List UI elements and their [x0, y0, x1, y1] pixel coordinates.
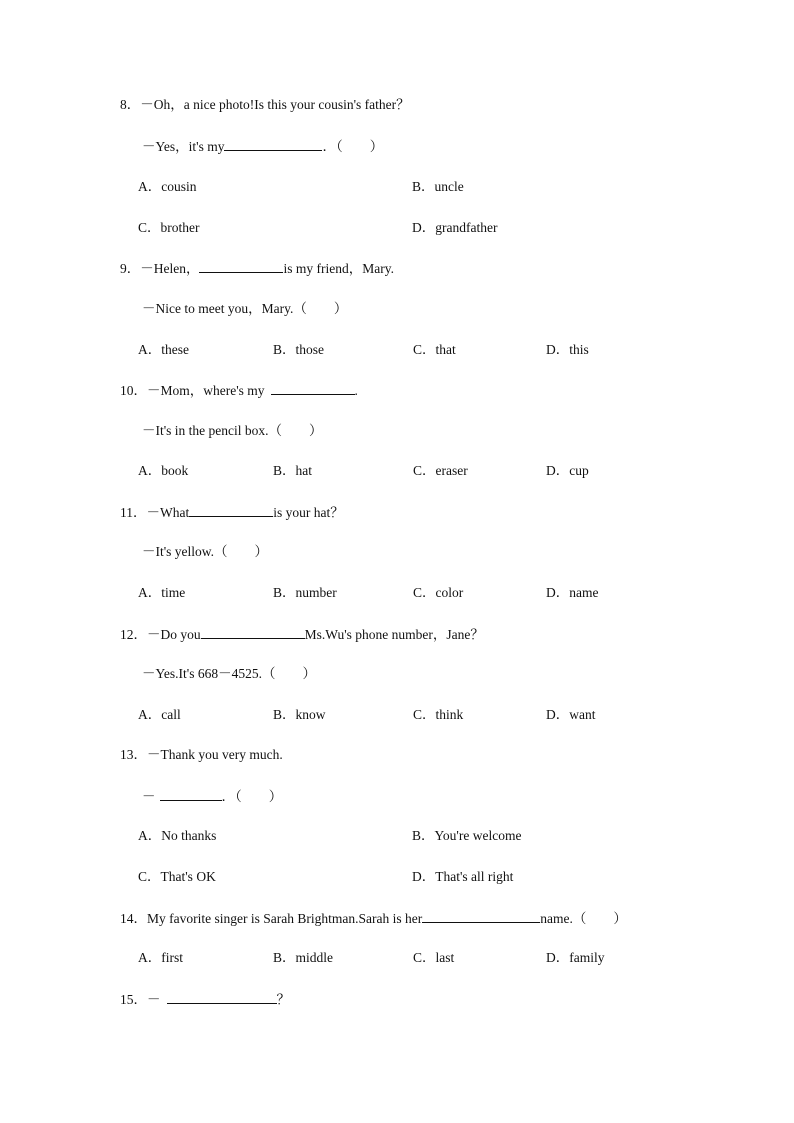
option-a[interactable]: A．book	[138, 463, 189, 478]
prompt-text: －Do you	[147, 627, 201, 642]
prompt-text-after: ？	[276, 992, 290, 1007]
answer-blank[interactable]	[167, 991, 277, 1004]
option-d[interactable]: D．this	[546, 342, 589, 357]
reply-text: －Yes，it's my	[142, 139, 225, 154]
prompt-text-after: is your hat？	[273, 505, 344, 520]
prompt-text: My favorite singer is Sarah Brightman.Sarah is her	[147, 911, 423, 926]
reply-text: －Yes.It's 668－4525.（ ）	[142, 666, 316, 681]
reply-text-after: ．（ ）	[221, 789, 283, 804]
option-b[interactable]: B．middle	[273, 950, 334, 965]
option-c[interactable]: C．That's OK	[138, 869, 216, 884]
answer-blank[interactable]	[201, 626, 305, 639]
answer-blank[interactable]	[422, 910, 540, 923]
prompt-text-after: .	[354, 383, 358, 398]
option-a[interactable]: A．time	[138, 585, 186, 600]
option-d[interactable]: D．That's all right	[412, 869, 514, 884]
prompt-text: －Thank you very much.	[147, 747, 283, 762]
option-a[interactable]: A．call	[138, 707, 181, 722]
question-10-reply	[142, 423, 323, 439]
question-11-reply	[142, 544, 268, 560]
reply-text: －It's in the pencil box.（ ）	[142, 423, 323, 438]
question-10-prompt	[120, 382, 358, 399]
option-b[interactable]: B．hat	[273, 463, 313, 478]
prompt-text-after: Ms.Wu's phone number，Jane？	[304, 627, 484, 642]
question-15-prompt	[120, 991, 290, 1008]
option-b[interactable]: B．You're welcome	[412, 828, 522, 843]
option-c[interactable]: C．think	[413, 707, 464, 722]
prompt-text-after: name.（ ）	[540, 911, 627, 926]
option-c[interactable]: C．brother	[138, 220, 200, 235]
reply-text: －It's yellow.（ ）	[142, 544, 269, 559]
option-b[interactable]: B．number	[273, 585, 337, 600]
prompt-text: －Mom，where's my	[147, 383, 265, 398]
question-11-prompt	[120, 504, 344, 521]
option-a[interactable]: A．No thanks	[138, 828, 217, 843]
option-b[interactable]: B．know	[273, 707, 326, 722]
prompt-text: －Oh，a nice photo!Is this your cousin's father？	[140, 97, 410, 112]
question-number: 15．	[120, 992, 147, 1007]
option-d[interactable]: D．grandfather	[412, 220, 498, 235]
reply-text-after: ．（ ）	[322, 139, 384, 154]
reply-text: －	[142, 789, 156, 804]
option-a[interactable]: A．these	[138, 342, 189, 357]
option-c[interactable]: C．last	[413, 950, 455, 965]
question-14-prompt	[120, 910, 627, 927]
option-d[interactable]: D．name	[546, 585, 599, 600]
option-b[interactable]: B．those	[273, 342, 325, 357]
question-number: 9．	[120, 261, 141, 276]
question-9-prompt	[120, 260, 394, 277]
option-d[interactable]: D．want	[546, 707, 596, 722]
question-number: 13．	[120, 747, 147, 762]
question-9-reply	[142, 301, 347, 317]
answer-blank[interactable]	[224, 138, 322, 151]
question-number: 12．	[120, 627, 147, 642]
option-b[interactable]: B．uncle	[412, 179, 464, 194]
option-a[interactable]: A．cousin	[138, 179, 197, 194]
question-number: 14．	[120, 911, 147, 926]
question-12-prompt	[120, 626, 484, 643]
question-13-reply	[142, 788, 282, 805]
prompt-text: －	[147, 992, 161, 1007]
option-d[interactable]: D．family	[546, 950, 605, 965]
question-number: 10．	[120, 383, 147, 398]
question-number: 11．	[120, 505, 147, 520]
answer-blank[interactable]	[160, 788, 222, 801]
option-c[interactable]: C．color	[413, 585, 464, 600]
question-13-prompt	[120, 747, 283, 763]
question-8-prompt	[120, 97, 410, 113]
option-a[interactable]: A．first	[138, 950, 183, 965]
prompt-text: －What	[146, 505, 190, 520]
prompt-text-after: is my friend，Mary.	[283, 261, 394, 276]
answer-blank[interactable]	[199, 260, 283, 273]
prompt-text: －Helen，	[140, 261, 200, 276]
option-c[interactable]: C．eraser	[413, 463, 468, 478]
option-c[interactable]: C．that	[413, 342, 456, 357]
answer-blank[interactable]	[271, 382, 355, 395]
answer-blank[interactable]	[189, 504, 273, 517]
question-8-reply	[142, 138, 383, 155]
reply-text: －Nice to meet you，Mary.（ ）	[142, 301, 348, 316]
option-d[interactable]: D．cup	[546, 463, 589, 478]
question-12-reply	[142, 666, 316, 682]
question-number: 8．	[120, 97, 141, 112]
